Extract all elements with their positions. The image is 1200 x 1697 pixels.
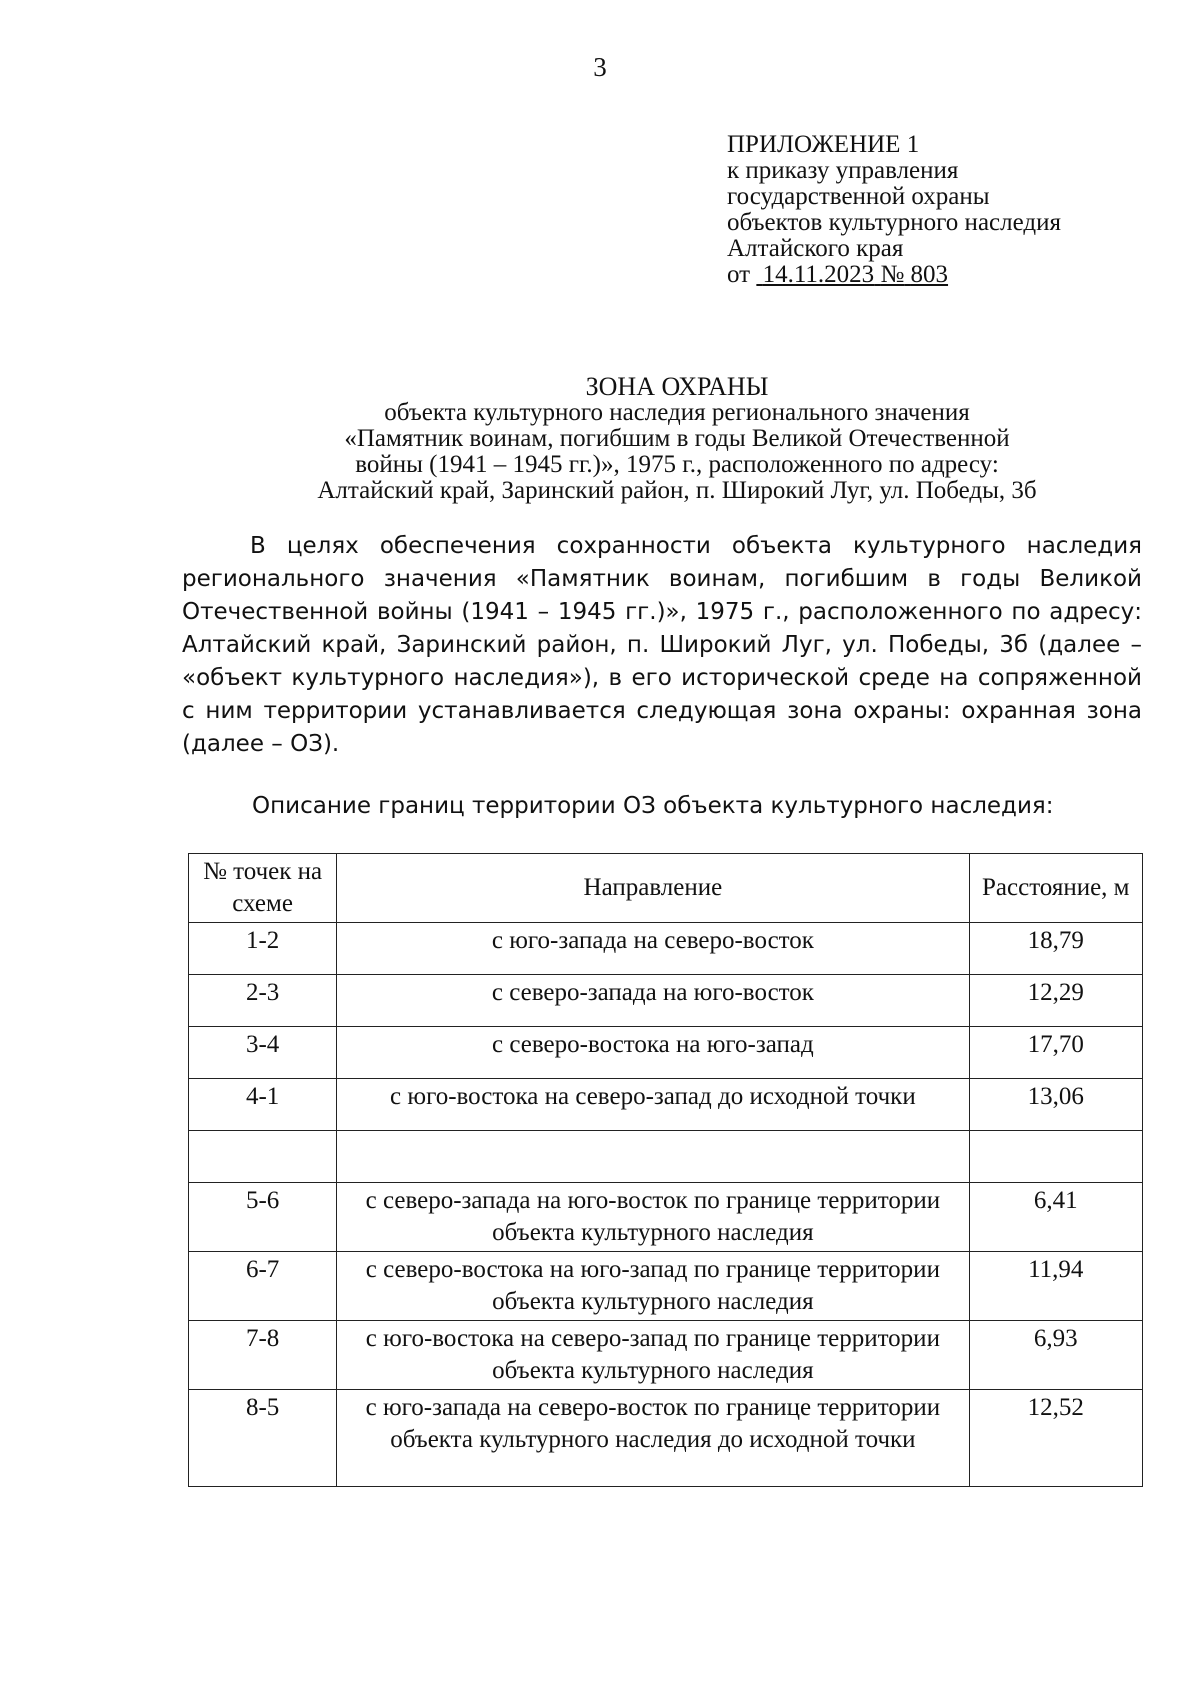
appendix-line: к приказу управления — [727, 157, 959, 184]
table-row — [189, 1027, 1143, 1079]
zone-subtitle-line: войны (1941 – 1945 гг.)», 1975 г., расположенного по адресу: — [355, 451, 999, 478]
number-prefix: № — [880, 261, 905, 288]
cell-points: 5-6 — [189, 1183, 337, 1252]
cell-distance: 13,06 — [969, 1079, 1142, 1131]
cell-direction: с северо-запада на юго-восток по границе территории объекта культурного наследия — [337, 1183, 969, 1252]
cell-points: 4-1 — [189, 1079, 337, 1131]
body-paragraph: В целях обеспечения сохранности объекта культурного наследия регионального значения «Памятник воинам, погибшим в годы Великой Отечественной войны (1941 – 1945 гг.)», 1975 г., расположенного по адресу: Алтайский край, Заринский район, п. Широкий Луг, ул. Победы, 3б (далее – «объект культурного наследия»), в его исторической среде на сопряженной с ним территории устанавливается следующая зона охраны: охранная зона (далее – ОЗ). — [182, 533, 1142, 757]
table-caption: Описание границ территории ОЗ объекта культурного наследия: — [252, 793, 1054, 819]
cell-distance: 6,41 — [969, 1183, 1142, 1252]
table-row — [189, 1079, 1143, 1131]
zone-heading — [0, 374, 1200, 504]
order-date-line — [727, 262, 1061, 288]
cell-points: 2-3 — [189, 975, 337, 1027]
table-row — [189, 1390, 1143, 1487]
cell-distance: 6,93 — [969, 1321, 1142, 1390]
zone-subtitle-line: Алтайский край, Заринский район, п. Широкий Луг, ул. Победы, 3б — [317, 477, 1037, 504]
zone-subtitle-line: объекта культурного наследия регионального значения — [384, 399, 970, 426]
cell-distance: 11,94 — [969, 1252, 1142, 1321]
cell-points — [189, 1131, 337, 1183]
cell-direction: с северо-востока на юго-запад по границе территории объекта культурного наследия — [337, 1252, 969, 1321]
table-row — [189, 1252, 1143, 1321]
cell-direction: с юго-запада на северо-восток — [337, 923, 969, 975]
zone-subtitle-line: «Памятник воинам, погибшим в годы Великой Отечественной — [344, 425, 1010, 452]
appendix-line: государственной охраны — [727, 183, 990, 210]
header-points: № точек на схеме — [189, 854, 337, 923]
table-header-row — [189, 854, 1143, 923]
cell-points: 3-4 — [189, 1027, 337, 1079]
appendix-line: объектов культурного наследия — [727, 209, 1061, 236]
date-prefix: от — [727, 261, 751, 288]
table-row-empty — [189, 1131, 1143, 1183]
table-row — [189, 1321, 1143, 1390]
cell-direction — [337, 1131, 969, 1183]
appendix-block — [727, 132, 1061, 288]
cell-points: 7-8 — [189, 1321, 337, 1390]
header-direction: Направление — [337, 854, 969, 923]
order-date: 14.11.2023 № 803 — [762, 261, 949, 288]
appendix-title: ПРИЛОЖЕНИЕ 1 — [727, 131, 920, 158]
cell-direction: с юго-запада на северо-восток по границе территории объекта культурного наследия до исходной точки — [337, 1390, 969, 1487]
header-distance: Расстояние, м — [969, 854, 1142, 923]
cell-points: 6-7 — [189, 1252, 337, 1321]
cell-points: 8-5 — [189, 1390, 337, 1487]
boundary-table — [188, 853, 1143, 1487]
page-number: 3 — [593, 52, 607, 82]
cell-direction: с северо-востока на юго-запад — [337, 1027, 969, 1079]
cell-points: 1-2 — [189, 923, 337, 975]
table-row — [189, 1183, 1143, 1252]
cell-distance: 12,29 — [969, 975, 1142, 1027]
cell-direction: с юго-востока на северо-запад по границе территории объекта культурного наследия — [337, 1321, 969, 1390]
cell-direction: с северо-запада на юго-восток — [337, 975, 969, 1027]
cell-distance: 17,70 — [969, 1027, 1142, 1079]
cell-distance: 12,52 — [969, 1390, 1142, 1487]
cell-direction: с юго-востока на северо-запад до исходной точки — [337, 1079, 969, 1131]
table-row — [189, 975, 1143, 1027]
cell-distance: 18,79 — [969, 923, 1142, 975]
order-number: 803 — [910, 261, 949, 288]
appendix-line: Алтайского края — [727, 235, 904, 262]
table-row — [189, 923, 1143, 975]
cell-distance — [969, 1131, 1142, 1183]
zone-title: ЗОНА ОХРАНЫ — [585, 372, 769, 401]
